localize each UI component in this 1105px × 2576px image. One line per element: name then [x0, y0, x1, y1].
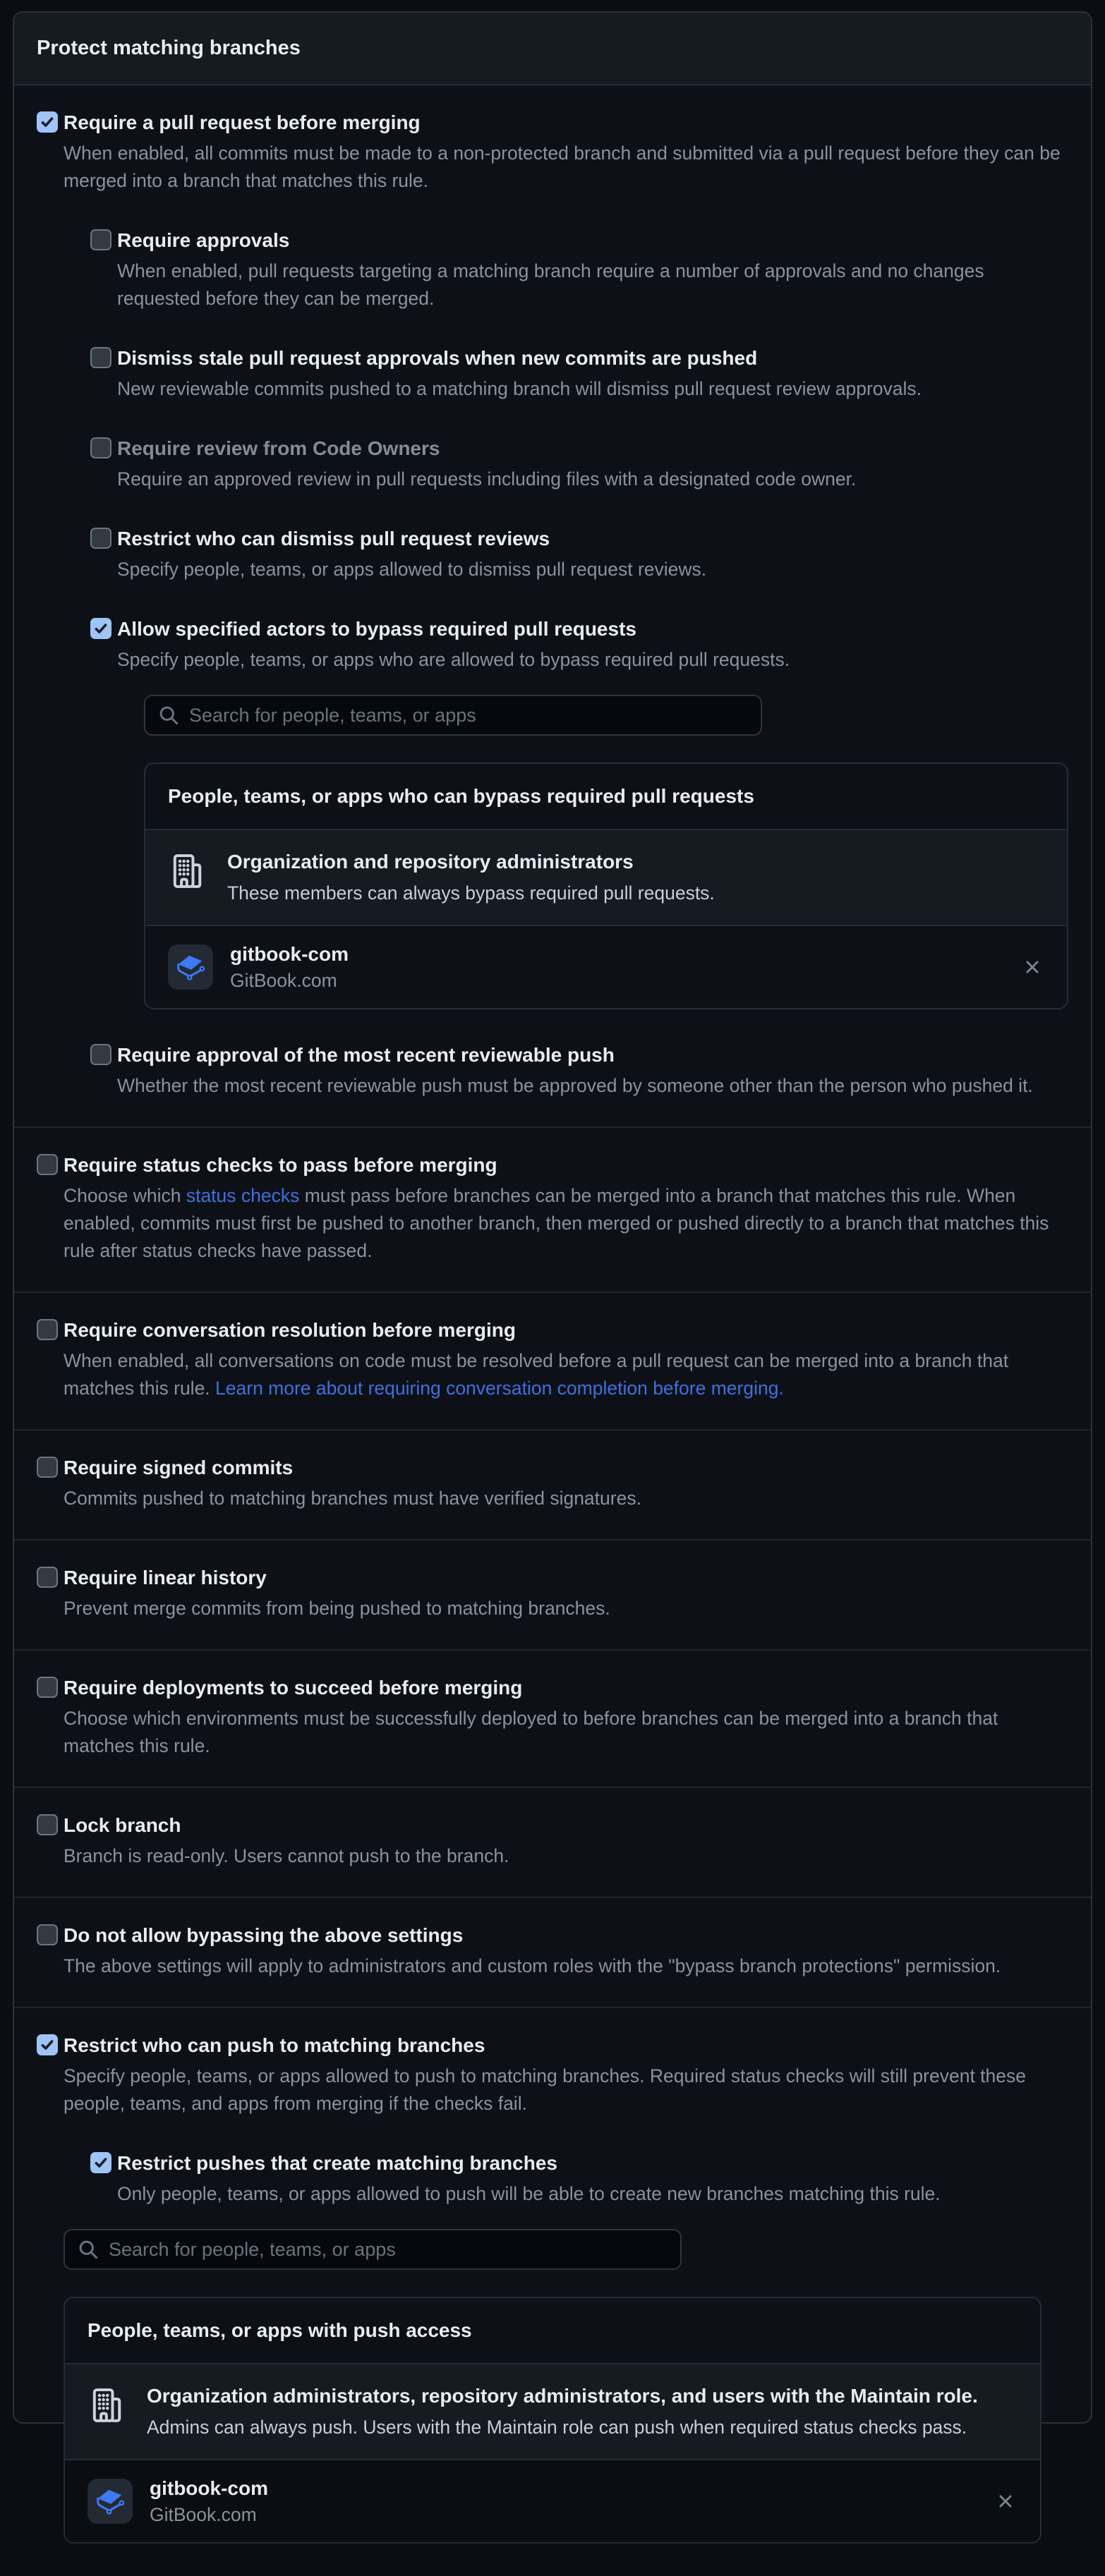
deployments-checkbox[interactable]	[37, 1677, 58, 1698]
app-name: gitbook-com	[150, 2477, 268, 2499]
push-app-row	[65, 2460, 1040, 2542]
rule-lock-branch	[37, 1812, 1068, 1870]
rule-desc: When enabled, pull requests targeting a matching branch require a number of approvals and no changes requested before they can be merged.	[117, 260, 984, 309]
signed-commits-checkbox[interactable]	[37, 1457, 58, 1478]
rule-label[interactable]: Restrict who can dismiss pull request reviews	[117, 528, 550, 549]
check-icon	[93, 2155, 109, 2170]
rule-label[interactable]: Require a pull request before merging	[64, 111, 421, 133]
push-panel-header: People, teams, or apps with push access	[65, 2298, 1040, 2364]
rule-code-owners	[90, 435, 1068, 493]
rule-label[interactable]: Require linear history	[64, 1567, 267, 1588]
rule-desc	[64, 1182, 1068, 1265]
rule-status-checks	[37, 1152, 1068, 1265]
restrict-dismiss-checkbox[interactable]	[90, 528, 111, 549]
rule-label[interactable]: Restrict who can push to matching branches	[64, 2034, 485, 2056]
gitbook-avatar	[168, 944, 213, 990]
close-icon	[1022, 956, 1043, 978]
rule-desc: Commits pushed to matching branches must have verified signatures.	[64, 1488, 641, 1509]
rule-desc: Specify people, teams, or apps who are allowed to bypass required pull requests.	[117, 649, 790, 670]
organization-icon	[168, 851, 207, 891]
gitbook-logo-icon	[94, 2485, 126, 2517]
section-status-checks	[14, 1128, 1091, 1293]
desc-text: Choose which	[64, 1185, 186, 1206]
rule-no-bypass	[37, 1922, 1068, 1980]
rule-desc: When enabled, all commits must be made to a non-protected branch and submitted via a pull request before they can be merged into a branch that matches this rule.	[64, 142, 1061, 191]
rule-recent-push	[90, 1042, 1068, 1100]
close-icon	[995, 2491, 1016, 2512]
rule-require-approvals	[90, 227, 1068, 312]
app-handle: GitBook.com	[150, 2504, 257, 2525]
rule-desc: New reviewable commits pushed to a matching branch will dismiss pull request review approvals.	[117, 378, 922, 399]
status-checks-checkbox[interactable]	[37, 1154, 58, 1175]
recent-push-checkbox[interactable]	[90, 1044, 111, 1065]
bypass-pr-checkbox[interactable]	[90, 618, 111, 639]
bypass-actors-panel	[144, 763, 1068, 1009]
section-linear-history	[14, 1541, 1091, 1651]
remove-push-gitbook-button[interactable]	[994, 2489, 1018, 2513]
app-name: gitbook-com	[230, 943, 349, 965]
no-bypass-checkbox[interactable]	[37, 1924, 58, 1945]
check-icon	[40, 114, 55, 130]
rule-label[interactable]: Require signed commits	[64, 1457, 294, 1478]
dismiss-stale-checkbox[interactable]	[90, 347, 111, 368]
check-icon	[93, 621, 109, 636]
desc-text: When enabled, all conversations on code must be resolved before a pull request can be merged into a branch that matches this rule.	[64, 1350, 1009, 1399]
section-conversation	[14, 1293, 1091, 1430]
status-checks-link[interactable]: status checks	[186, 1185, 300, 1206]
section-no-bypass	[14, 1898, 1091, 2008]
rule-linear-history	[37, 1565, 1068, 1622]
rule-label[interactable]: Do not allow bypassing the above settings	[64, 1924, 464, 1946]
protect-branches-card	[13, 11, 1092, 2525]
rule-restrict-create	[90, 2150, 1068, 2208]
rule-desc: Require an approved review in pull requests including files with a designated code owner.	[117, 468, 857, 490]
rule-desc: Whether the most recent reviewable push must be approved by someone other than the person who pushed it.	[117, 1075, 1033, 1096]
app-handle: GitBook.com	[230, 970, 337, 991]
rule-label[interactable]: Require conversation resolution before merging	[64, 1319, 517, 1341]
remove-bypass-gitbook-button[interactable]	[1020, 955, 1044, 979]
rule-desc: Specify people, teams, or apps allowed to dismiss pull request reviews.	[117, 559, 707, 580]
conversation-learn-more-link[interactable]: Learn more about requiring conversation completion before merging.	[215, 1378, 784, 1399]
check-icon	[40, 2037, 55, 2053]
rule-desc: Specify people, teams, or apps allowed to push to matching branches. Required status checks will still prevent these people, teams, and apps from merging if the checks fail.	[64, 2065, 1026, 2114]
page-title: Protect matching branches	[14, 13, 1091, 85]
push-admin-title: Organization administrators, repository administrators, and users with the Maintain role.	[147, 2385, 978, 2407]
rule-bypass-pr	[90, 616, 1068, 1009]
bypass-app-row	[145, 926, 1067, 1008]
gitbook-avatar	[87, 2479, 133, 2524]
section-lock-branch	[14, 1788, 1091, 1898]
rule-desc	[64, 1347, 1068, 1402]
section-deployments	[14, 1651, 1091, 1788]
rule-desc: Prevent merge commits from being pushed to matching branches.	[64, 1598, 610, 1619]
rule-restrict-dismiss	[90, 525, 1068, 583]
bypass-admin-row	[145, 830, 1067, 926]
search-icon	[158, 705, 179, 726]
bypass-search	[144, 695, 762, 736]
rule-label[interactable]: Allow specified actors to bypass required pull requests	[117, 618, 636, 640]
rule-deployments	[37, 1675, 1068, 1760]
rule-desc: Only people, teams, or apps allowed to push will be able to create new branches matching this rule.	[117, 2183, 941, 2204]
section-restrict-push	[14, 2008, 1091, 2576]
rule-desc: The above settings will apply to administrators and custom roles with the "bypass branch protections" permission.	[64, 1955, 1001, 1976]
section-pull-request	[14, 85, 1091, 1128]
rule-label: Require review from Code Owners	[117, 437, 440, 459]
bypass-admin-desc: These members can always bypass required pull requests.	[227, 882, 715, 904]
rule-require-pull-request	[37, 109, 1068, 1100]
gitbook-logo-icon	[174, 951, 207, 983]
search-icon	[78, 2239, 99, 2260]
rule-conversation	[37, 1317, 1068, 1402]
rule-label[interactable]: Require approvals	[117, 229, 290, 251]
rule-label[interactable]: Dismiss stale pull request approvals when new commits are pushed	[117, 347, 758, 369]
restrict-create-checkbox[interactable]	[90, 2152, 111, 2173]
rule-label[interactable]: Require deployments to succeed before merging	[64, 1677, 523, 1699]
rule-label[interactable]: Require approval of the most recent reviewable push	[117, 1044, 615, 1066]
push-admin-row	[65, 2364, 1040, 2460]
push-search-input[interactable]	[109, 2239, 668, 2261]
rule-desc: Branch is read-only. Users cannot push to the branch.	[64, 1845, 509, 1866]
restrict-push-checkbox[interactable]	[37, 2034, 58, 2055]
rule-dismiss-stale	[90, 345, 1068, 403]
rule-label[interactable]: Require status checks to pass before merging	[64, 1154, 497, 1176]
section-signed-commits	[14, 1430, 1091, 1541]
organization-icon	[87, 2386, 127, 2425]
push-access-panel	[64, 2297, 1041, 2544]
rule-label[interactable]: Lock branch	[64, 1814, 181, 1836]
push-admin-desc: Admins can always push. Users with the Maintain role can push when required status checks pass.	[147, 2417, 967, 2438]
require-pull-request-checkbox[interactable]	[37, 111, 58, 133]
rule-signed-commits	[37, 1454, 1068, 1512]
linear-history-checkbox[interactable]	[37, 1567, 58, 1588]
bypass-admin-title: Organization and repository administrators	[227, 851, 634, 873]
lock-branch-checkbox[interactable]	[37, 1814, 58, 1835]
code-owners-checkbox[interactable]	[90, 437, 111, 458]
bypass-panel-header: People, teams, or apps who can bypass required pull requests	[145, 764, 1067, 830]
rule-desc: Choose which environments must be successfully deployed to before branches can be merged into a branch that matches this rule.	[64, 1708, 998, 1756]
require-approvals-checkbox[interactable]	[90, 229, 111, 250]
push-search	[64, 2229, 682, 2270]
rule-restrict-push	[37, 2032, 1068, 2544]
bypass-search-input[interactable]	[189, 705, 748, 727]
rule-label[interactable]: Restrict pushes that create matching branches	[117, 2152, 557, 2174]
conversation-checkbox[interactable]	[37, 1319, 58, 1340]
desc-text: must pass before branches can be merged into a branch that matches this rule. When enabled, commits must first be pushed to another branch, then merged or pushed directly to a branch that matches this rule after status checks have passed.	[64, 1185, 1049, 1261]
